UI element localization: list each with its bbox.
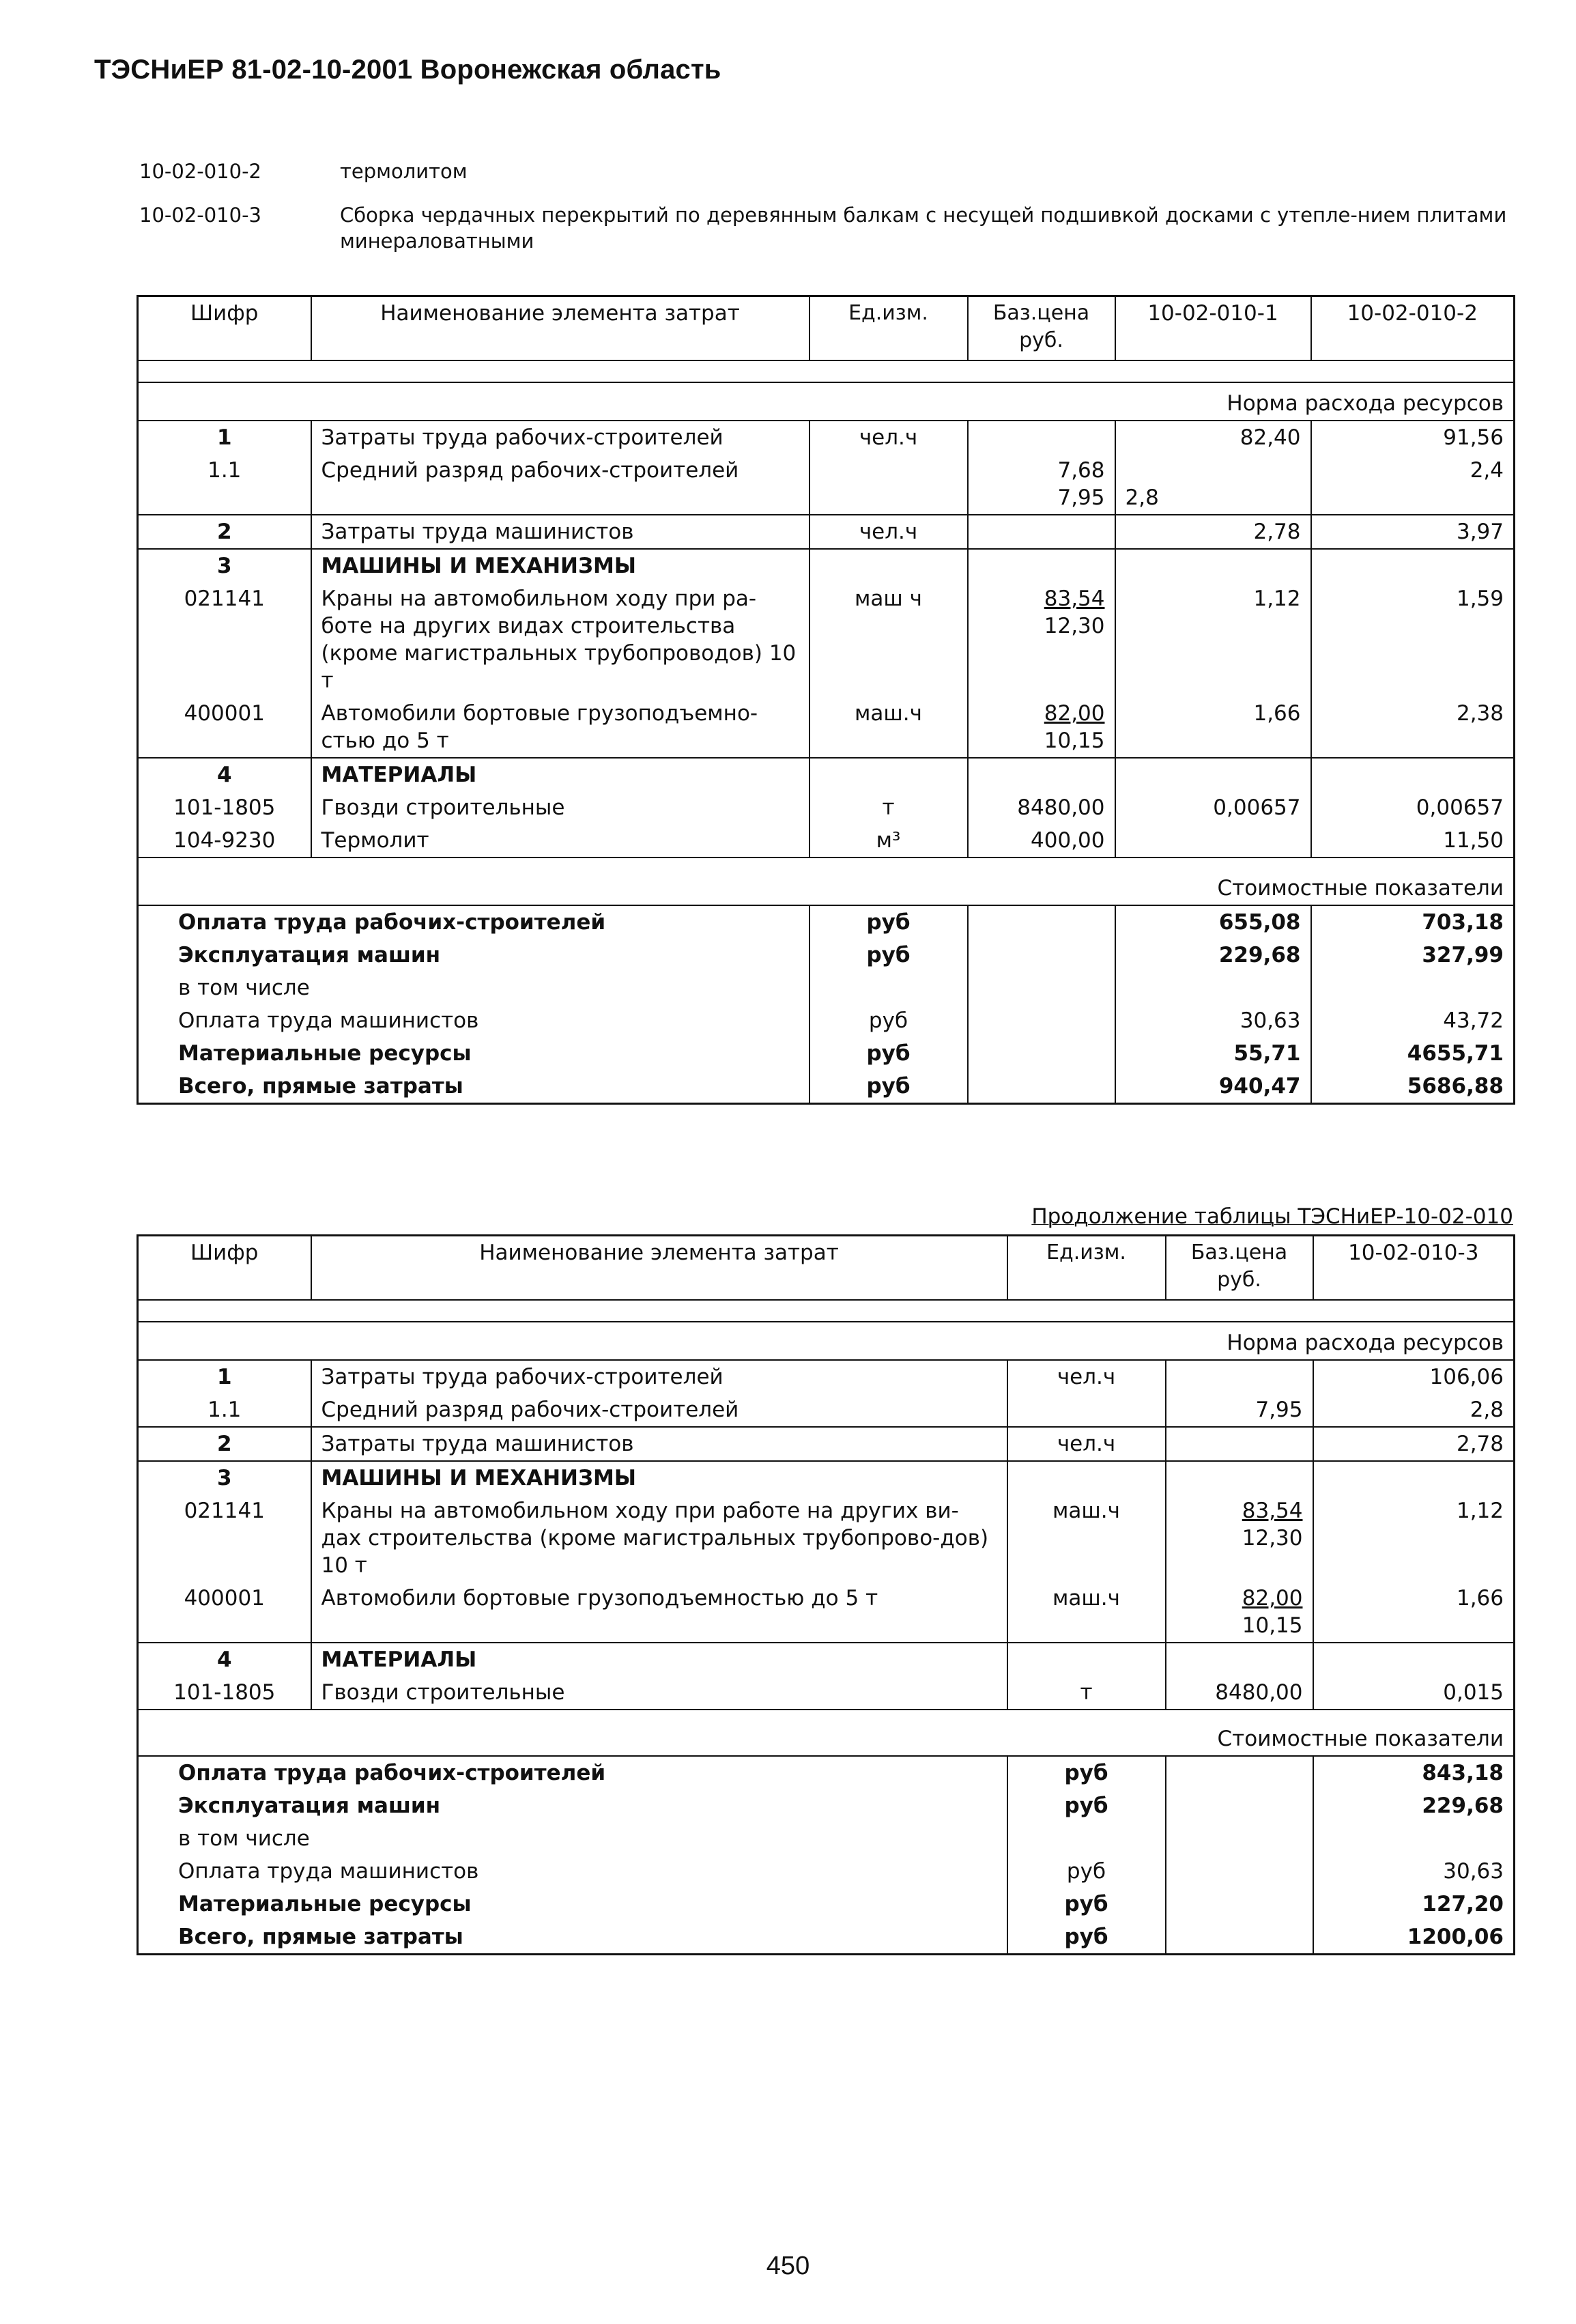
totals-row — [138, 1004, 1515, 1037]
row-unit: м³ — [810, 824, 968, 858]
section-label-row — [138, 858, 1515, 905]
total-label: Материальные ресурсы — [178, 1041, 472, 1066]
totals-row — [138, 1888, 1515, 1921]
row-name: Гвозди строительные — [311, 791, 810, 824]
header-col1: 10-02-010-1 — [1115, 296, 1311, 361]
row-name: МАШИНЫ И МЕХАНИЗМЫ — [311, 1461, 1007, 1494]
total-unit: руб — [810, 1004, 968, 1037]
row-price: 10,15 — [1242, 1613, 1303, 1638]
row-name: Термолит — [311, 824, 810, 858]
row-value-2: 3,97 — [1311, 515, 1515, 549]
header-code: Шифр — [138, 1236, 311, 1301]
row-price: 83,54 — [1242, 1499, 1303, 1523]
row-value-2: 11,50 — [1311, 824, 1515, 858]
header-col1: 10-02-010-3 — [1313, 1236, 1515, 1301]
row-code: 1.1 — [207, 458, 242, 483]
total-label: Всего, прямые затраты — [178, 1925, 463, 1949]
table-row — [138, 1643, 1515, 1676]
total-value-1: 843,18 — [1313, 1756, 1515, 1789]
row-value-1: 1,66 — [1115, 697, 1311, 758]
total-value-2: 5686,88 — [1311, 1070, 1515, 1104]
row-value-1: 82,40 — [1115, 421, 1311, 454]
row-name: Средний разряд рабочих-строителей — [311, 1393, 1007, 1427]
row-code: 3 — [138, 1461, 311, 1494]
table-header-row — [138, 1236, 1515, 1301]
header-price: Баз.цена руб. — [968, 296, 1115, 361]
row-value-1: 2,78 — [1313, 1427, 1515, 1461]
row-name: Средний разряд рабочих-строителей — [311, 454, 810, 515]
total-label: Оплата труда рабочих-строителей — [178, 910, 606, 935]
totals-row — [138, 905, 1515, 939]
row-code: 1.1 — [207, 1398, 242, 1422]
row-code: 101-1805 — [173, 795, 276, 820]
total-unit: руб — [1007, 1855, 1166, 1888]
norm-table-2 — [137, 1234, 1513, 1955]
row-name: Затраты труда рабочих-строителей — [311, 421, 810, 454]
total-unit: руб — [1007, 1888, 1166, 1921]
table-row — [138, 824, 1515, 858]
header-col2: 10-02-010-2 — [1311, 296, 1515, 361]
total-value-2: 703,18 — [1311, 905, 1515, 939]
row-value-1: 1,12 — [1313, 1494, 1515, 1582]
table-row — [138, 454, 1515, 515]
total-value-1: 30,63 — [1115, 1004, 1311, 1037]
row-unit: чел.ч — [810, 421, 968, 454]
row-code: 101-1805 — [173, 1680, 276, 1705]
total-label: Оплата труда машинистов — [178, 1859, 479, 1884]
row-name: Гвозди строительные — [311, 1676, 1007, 1710]
total-value-1: 127,20 — [1313, 1888, 1515, 1921]
section-label-row — [138, 1710, 1515, 1756]
row-value-1: 2,78 — [1115, 515, 1311, 549]
row-code: 4 — [138, 1643, 311, 1676]
row-unit: маш.ч — [810, 697, 968, 758]
total-unit: руб — [810, 1070, 968, 1104]
total-value-2: 43,72 — [1311, 1004, 1515, 1037]
row-price: 83,54 — [1044, 586, 1105, 611]
row-unit: маш.ч — [1007, 1494, 1166, 1582]
total-label: Оплата труда машинистов — [178, 1008, 479, 1033]
cost-label: Стоимостные показатели — [138, 858, 1515, 905]
row-price: 82,00 — [1044, 701, 1105, 726]
row-unit: маш.ч — [1007, 1582, 1166, 1643]
row-price: 8480,00 — [968, 791, 1115, 824]
row-value-2: 91,56 — [1311, 421, 1515, 454]
total-value-1: 1200,06 — [1313, 1921, 1515, 1955]
totals-row — [138, 1756, 1515, 1789]
intro-code: 10-02-010-2 — [139, 160, 261, 183]
totals-row — [138, 1855, 1515, 1888]
row-price: 7,68 — [1057, 458, 1105, 483]
header-name: Наименование элемента затрат — [311, 296, 810, 361]
row-price: 8480,00 — [1166, 1676, 1313, 1710]
row-code: 104-9230 — [173, 828, 276, 853]
total-value-1: 55,71 — [1115, 1037, 1311, 1070]
row-value-1: 1,12 — [1115, 582, 1311, 697]
header-unit: Ед.изм. — [1007, 1236, 1166, 1301]
row-unit: чел.ч — [810, 515, 968, 549]
totals-row — [138, 1921, 1515, 1955]
total-label: Эксплуатация машин — [178, 943, 441, 967]
row-unit: т — [1007, 1676, 1166, 1710]
row-value-2: 0,00657 — [1311, 791, 1515, 824]
table-row — [138, 1582, 1515, 1643]
row-code: 2 — [138, 515, 311, 549]
table-row — [138, 1393, 1515, 1427]
total-unit: руб — [810, 939, 968, 972]
table-row — [138, 549, 1515, 582]
row-name: МАШИНЫ И МЕХАНИЗМЫ — [311, 549, 810, 582]
table-row — [138, 758, 1515, 791]
total-label: Оплата труда рабочих-строителей — [178, 1761, 606, 1785]
total-label: в том числе — [178, 1826, 310, 1851]
total-label: Материальные ресурсы — [178, 1892, 472, 1916]
total-value-2: 4655,71 — [1311, 1037, 1515, 1070]
table-row — [138, 697, 1515, 758]
header-unit: Ед.изм. — [810, 296, 968, 361]
row-price: 12,30 — [1242, 1526, 1303, 1550]
section-label-row — [138, 382, 1515, 421]
intro-code: 10-02-010-3 — [139, 203, 261, 227]
totals-row — [138, 1070, 1515, 1104]
row-value-1: 2,8 — [1115, 454, 1311, 515]
row-price: 82,00 — [1242, 1586, 1303, 1611]
row-name: Затраты труда машинистов — [311, 1427, 1007, 1461]
norm-label: Норма расхода ресурсов — [138, 382, 1515, 421]
total-unit: руб — [1007, 1921, 1166, 1955]
row-code: 4 — [138, 758, 311, 791]
row-price: 7,95 — [1166, 1393, 1313, 1427]
total-unit: руб — [1007, 1789, 1166, 1822]
header-price: Баз.цена руб. — [1166, 1236, 1313, 1301]
row-code: 2 — [138, 1427, 311, 1461]
row-code: 1 — [216, 1365, 232, 1389]
totals-row — [138, 1789, 1515, 1822]
row-value-2: 1,59 — [1311, 582, 1515, 697]
norm-table-1 — [137, 295, 1513, 1105]
row-code: 021141 — [184, 586, 265, 611]
totals-row — [138, 1037, 1515, 1070]
total-label: Эксплуатация машин — [178, 1794, 441, 1818]
row-name: Краны на автомобильном ходу при работе на других ви-дах строительства (кроме магистральных трубопрово-дов) 10 т — [311, 1494, 1007, 1582]
total-value-1: 940,47 — [1115, 1070, 1311, 1104]
table-row — [138, 1494, 1515, 1582]
table-row — [138, 1676, 1515, 1710]
row-code: 400001 — [184, 701, 265, 726]
totals-row — [138, 939, 1515, 972]
row-unit: чел.ч — [1007, 1427, 1166, 1461]
row-name: МАТЕРИАЛЫ — [311, 1643, 1007, 1676]
total-label: Всего, прямые затраты — [178, 1074, 463, 1099]
page-title: ТЭСНиЕР 81-02-10-2001 Воронежская область — [94, 55, 721, 85]
total-unit: руб — [810, 905, 968, 939]
totals-row — [138, 1822, 1515, 1855]
row-code: 1 — [216, 425, 232, 450]
table-row — [138, 515, 1515, 549]
totals-row — [138, 972, 1515, 1004]
table-row — [138, 791, 1515, 824]
row-code: 021141 — [184, 1499, 265, 1523]
norm-label: Норма расхода ресурсов — [138, 1322, 1515, 1360]
intro-text: термолитом — [340, 160, 468, 183]
section-label-row — [138, 1322, 1515, 1360]
row-value-2: 2,4 — [1311, 454, 1515, 515]
row-value-1: 2,8 — [1313, 1393, 1515, 1427]
row-value-1: 1,66 — [1313, 1582, 1515, 1643]
page-number: 450 — [766, 2252, 810, 2280]
table-row — [138, 1461, 1515, 1494]
total-label: в том числе — [178, 976, 310, 1000]
row-price: 10,15 — [1044, 728, 1105, 753]
table-row — [138, 421, 1515, 454]
row-name: Автомобили бортовые грузоподъемно-стью до 5 т — [311, 697, 810, 758]
header-code: Шифр — [138, 296, 311, 361]
row-name: МАТЕРИАЛЫ — [311, 758, 810, 791]
total-unit: руб — [810, 1037, 968, 1070]
cost-label: Стоимостные показатели — [138, 1710, 1515, 1756]
header-name: Наименование элемента затрат — [311, 1236, 1007, 1301]
intro-text: Сборка чердачных перекрытий по деревянным балкам с несущей подшивкой досками с утепле-нием плитами минераловатными — [340, 203, 1507, 253]
row-value-1 — [1115, 824, 1311, 858]
table-row — [138, 1427, 1515, 1461]
total-unit: руб — [1007, 1756, 1166, 1789]
table-row — [138, 1360, 1515, 1393]
row-value-1: 0,00657 — [1115, 791, 1311, 824]
continuation-caption: Продолжение таблицы ТЭСНиЕР-10-02-010 — [1031, 1204, 1513, 1229]
row-value-2: 2,38 — [1311, 697, 1515, 758]
row-price: 400,00 — [968, 824, 1115, 858]
row-price: 12,30 — [1044, 614, 1105, 638]
total-value-2: 327,99 — [1311, 939, 1515, 972]
row-code: 400001 — [184, 1586, 265, 1611]
total-value-1: 655,08 — [1115, 905, 1311, 939]
row-unit: маш ч — [810, 582, 968, 697]
table-header-row — [138, 296, 1515, 361]
table-row — [138, 582, 1515, 697]
total-value-1: 30,63 — [1313, 1855, 1515, 1888]
row-value-1: 0,015 — [1313, 1676, 1515, 1710]
total-value-1: 229,68 — [1115, 939, 1311, 972]
row-name: Автомобили бортовые грузоподъемностью до 5 т — [311, 1582, 1007, 1643]
row-name: Краны на автомобильном ходу при ра-боте на других видах строительства (кроме магистральных трубопроводов) 10 т — [311, 582, 810, 697]
row-price: 7,95 — [1057, 485, 1105, 510]
row-unit: т — [810, 791, 968, 824]
row-unit: чел.ч — [1007, 1360, 1166, 1393]
row-name: Затраты труда рабочих-строителей — [311, 1360, 1007, 1393]
row-value-1: 106,06 — [1313, 1360, 1515, 1393]
row-code: 3 — [138, 549, 311, 582]
total-value-1: 229,68 — [1313, 1789, 1515, 1822]
row-name: Затраты труда машинистов — [311, 515, 810, 549]
